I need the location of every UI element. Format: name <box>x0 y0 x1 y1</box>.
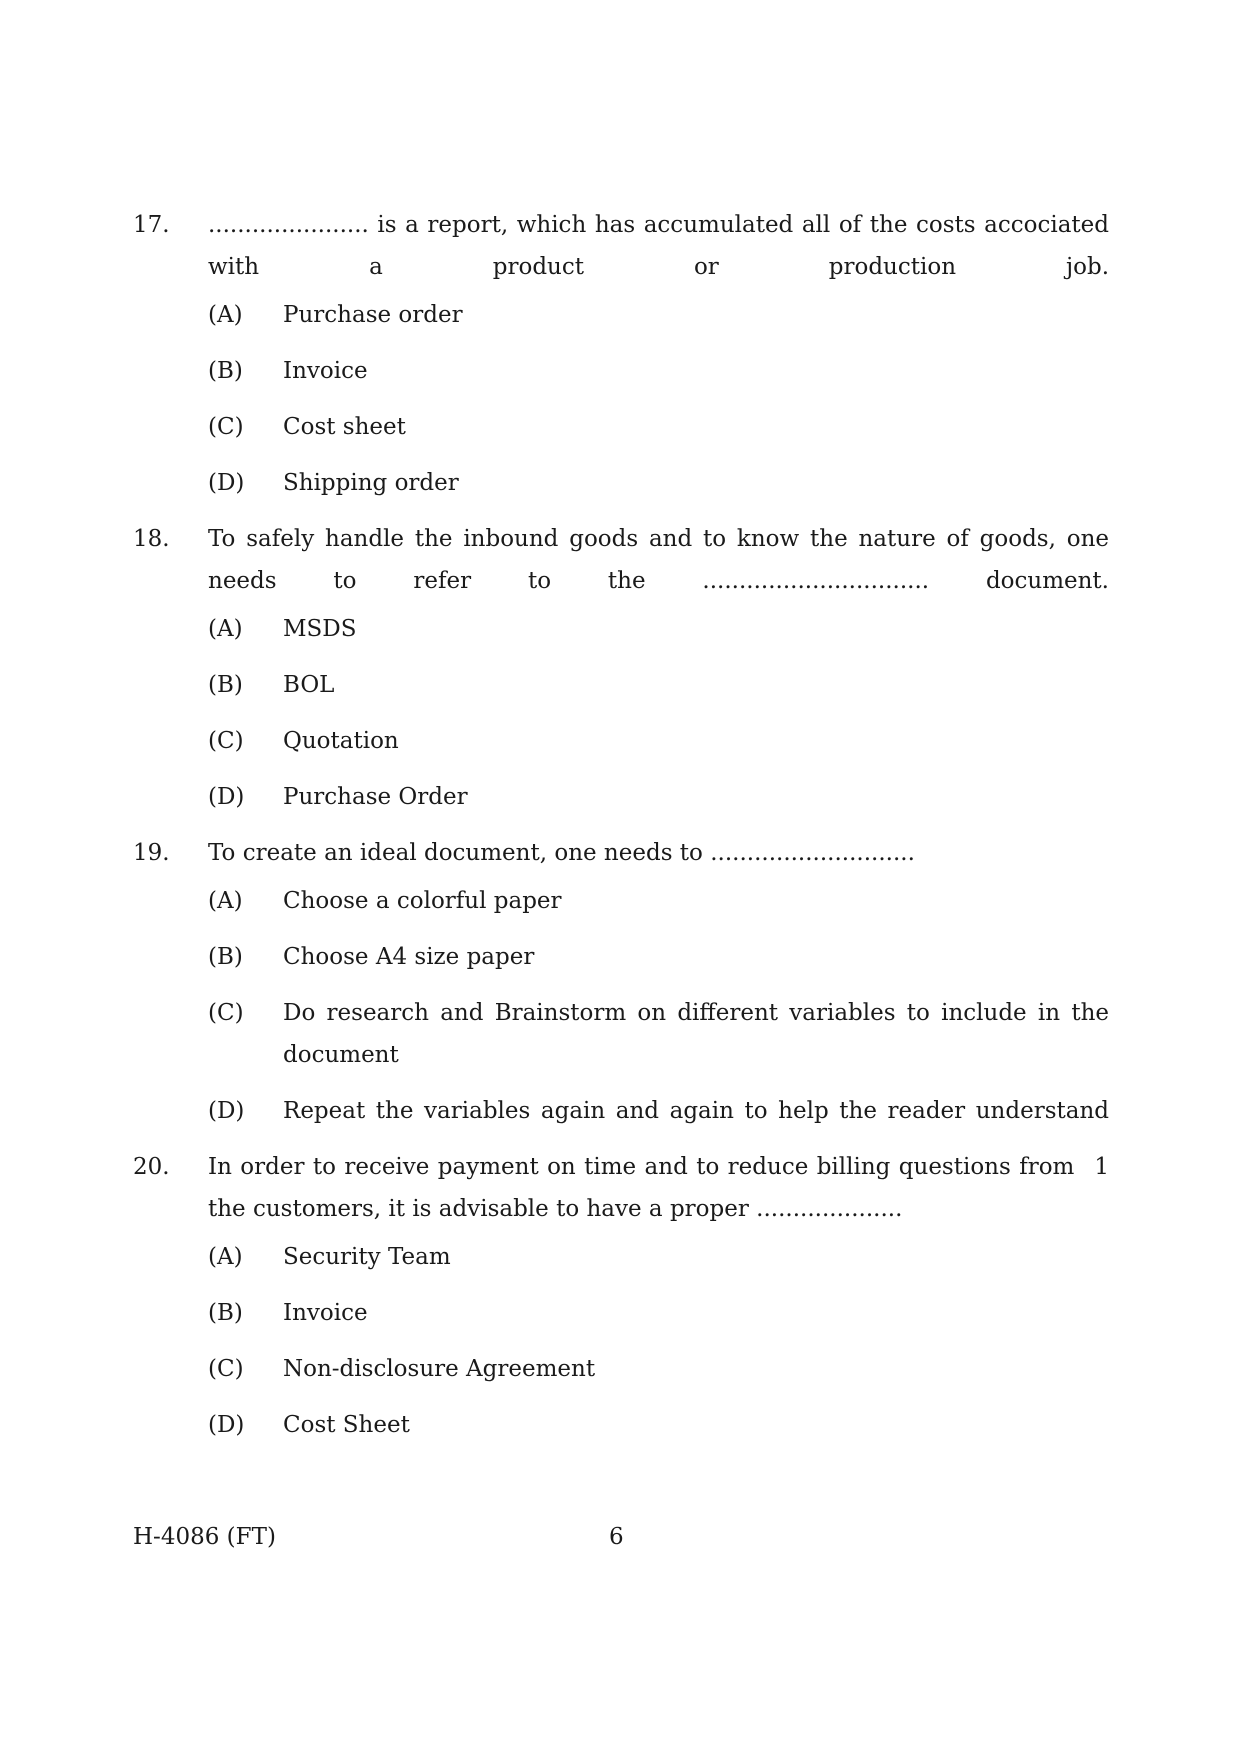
option-text: Shipping order <box>283 470 459 496</box>
question-20 <box>133 1146 1109 1446</box>
option-a <box>208 294 1109 336</box>
option-label: (C) <box>208 728 244 754</box>
option-text: Purchase order <box>283 302 463 328</box>
page-number: 6 <box>609 1524 624 1550</box>
option-d <box>208 1404 1109 1446</box>
question-head <box>133 204 1109 288</box>
option-text: MSDS <box>283 616 357 642</box>
option-text: Purchase Order <box>283 784 468 810</box>
question-text: In order to receive payment on time and to reduce billing questions from the customers, it is advisable to have a proper .................... <box>208 1154 1075 1222</box>
question-18 <box>133 518 1109 818</box>
option-c <box>208 406 1109 448</box>
option-a <box>208 1236 1109 1278</box>
option-c <box>208 720 1109 762</box>
option-c <box>208 1348 1109 1390</box>
question-number: 19. <box>133 840 170 866</box>
option-b <box>208 1292 1109 1334</box>
option-text: Invoice <box>283 358 368 384</box>
question-number: 17. <box>133 212 170 238</box>
question-19 <box>133 832 1109 1132</box>
option-list <box>208 1236 1109 1446</box>
option-label: (A) <box>208 1244 243 1270</box>
option-d <box>208 1090 1109 1132</box>
option-label: (B) <box>208 358 243 384</box>
option-label: (A) <box>208 302 243 328</box>
question-text: To create an ideal document, one needs to ............................ <box>208 840 915 866</box>
question-number: 20. <box>133 1154 170 1180</box>
option-label: (B) <box>208 1300 243 1326</box>
question-list <box>133 204 1109 1460</box>
option-text: Invoice <box>283 1300 368 1326</box>
option-label: (C) <box>208 1000 244 1026</box>
question-head <box>133 832 1109 874</box>
option-text: Cost Sheet <box>283 1412 410 1438</box>
option-label: (A) <box>208 616 243 642</box>
option-text: Repeat the variables again and again to help the reader understand <box>283 1098 1109 1124</box>
question-text-block <box>208 1146 1109 1230</box>
option-label: (D) <box>208 784 245 810</box>
option-text: Non-disclosure Agreement <box>283 1356 596 1382</box>
option-d <box>208 776 1109 818</box>
option-label: (A) <box>208 888 243 914</box>
option-d <box>208 462 1109 504</box>
option-c <box>208 992 1109 1076</box>
option-list <box>208 880 1109 1132</box>
option-label: (C) <box>208 1356 244 1382</box>
option-label: (B) <box>208 672 243 698</box>
paper-code: H-4086 (FT) <box>133 1524 276 1550</box>
marks-value: 1 <box>1094 1154 1109 1180</box>
option-text: Quotation <box>283 728 399 754</box>
option-b <box>208 936 1109 978</box>
question-number: 18. <box>133 526 170 552</box>
option-b <box>208 664 1109 706</box>
option-list <box>208 608 1109 818</box>
question-text: ...................... is a report, which has accumulated all of the costs accociated with a product or production job. <box>208 212 1109 280</box>
option-b <box>208 350 1109 392</box>
option-text: BOL <box>283 672 335 698</box>
question-17 <box>133 204 1109 504</box>
option-label: (D) <box>208 1412 245 1438</box>
option-text: Security Team <box>283 1244 451 1270</box>
option-text: Cost sheet <box>283 414 406 440</box>
option-text: Do research and Brainstorm on different variables to include in the document <box>283 1000 1109 1068</box>
question-head <box>133 518 1109 602</box>
option-label: (C) <box>208 414 244 440</box>
option-text: Choose A4 size paper <box>283 944 535 970</box>
question-text: To safely handle the inbound goods and to know the nature of goods, one needs to refer to the ............................... document. <box>208 526 1109 594</box>
option-a <box>208 880 1109 922</box>
question-head <box>133 1146 1109 1230</box>
option-a <box>208 608 1109 650</box>
option-list <box>208 294 1109 504</box>
option-label: (D) <box>208 470 245 496</box>
page-footer <box>133 1520 1109 1554</box>
option-text: Choose a colorful paper <box>283 888 562 914</box>
option-label: (D) <box>208 1098 245 1124</box>
option-label: (B) <box>208 944 243 970</box>
